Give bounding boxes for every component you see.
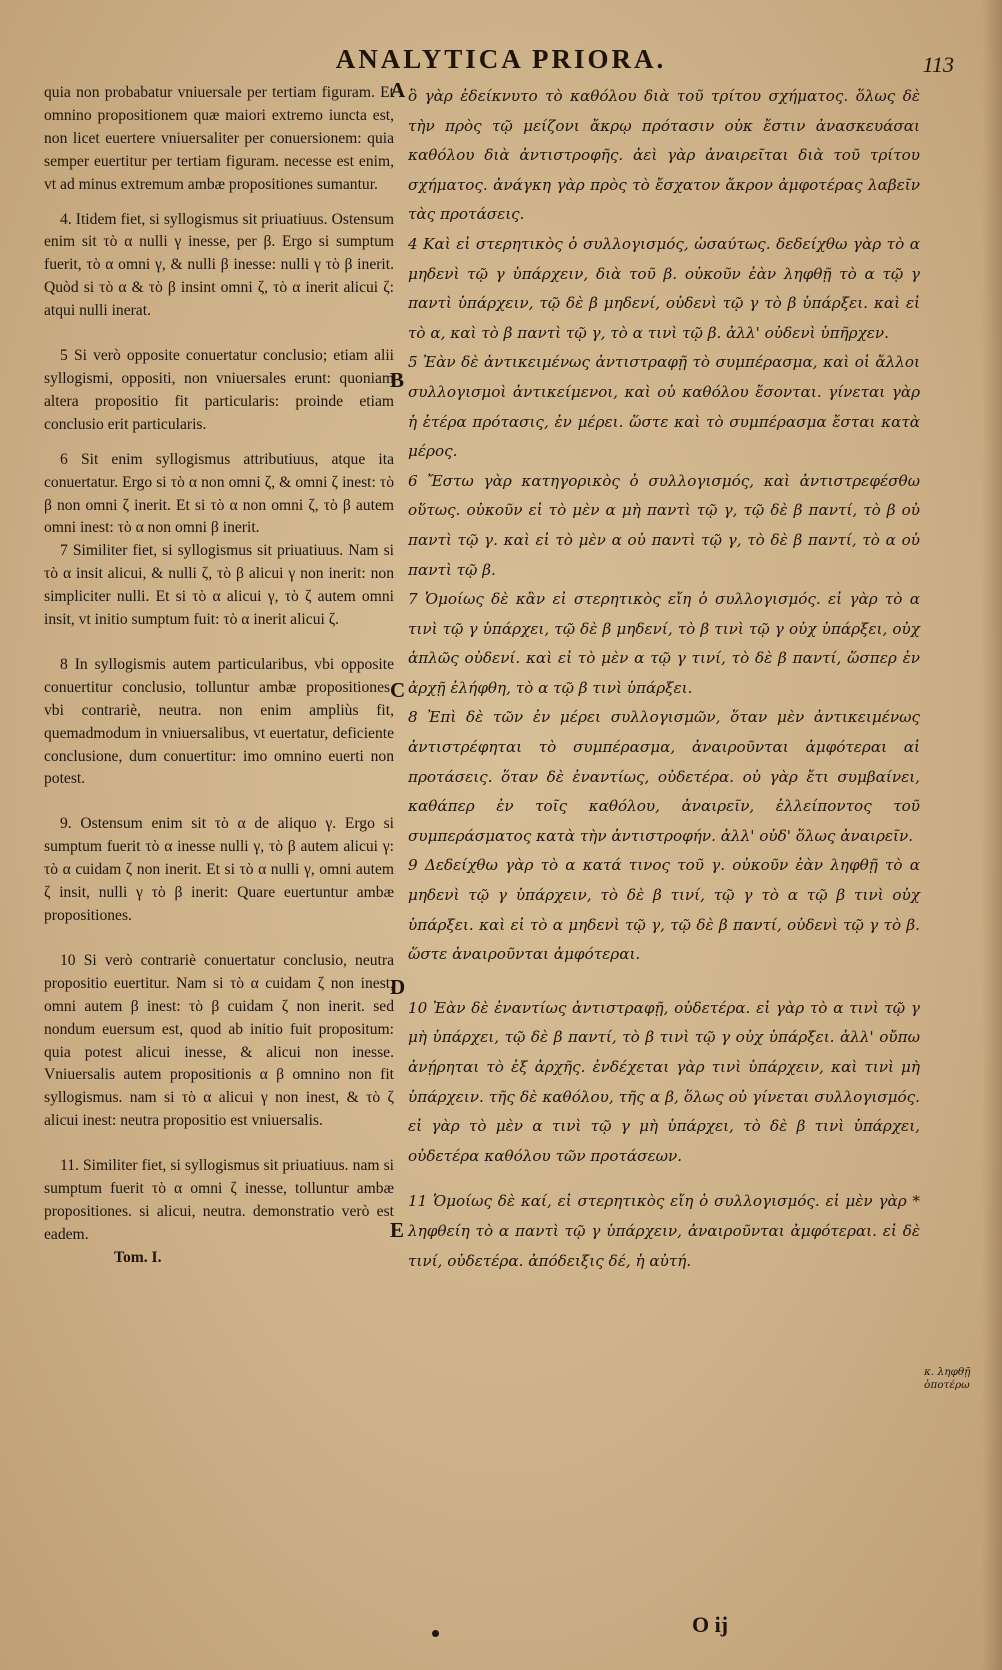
latin-paragraph-11: 11. Similiter fiet, si syllogismus sit priuatiuus. nam si sumptum fuerit τὸ α omni ζ inesse, tolluntur ambæ propositiones. si alicui, neutra. demonstratio verò est eadem.	[44, 1157, 394, 1243]
greek-paragraph-4: 4 Καὶ εἰ στερητικὸς ὁ συλλογισμός, ὡσαύτως. δεδείχθω γὰρ τὸ α μηδενὶ τῷ γ ὑπάρχειν, διὰ τοῦ β. οὐκοῦν ἐὰν ληφθῇ τὸ α τῷ γ παντὶ ὑπάρχειν, τῷ δὲ β μηδενί, οὐδενὶ τῷ γ τὸ β ὑπάρξει. καὶ εἰ τὸ α, καὶ τὸ β παντὶ τῷ γ, τὸ α τινὶ τῷ β. ἀλλ' οὐδενὶ ὑπῆρχεν.	[408, 234, 920, 342]
page-gutter-shadow	[982, 0, 1002, 1670]
running-title: ANALYTICA PRIORA.	[335, 44, 667, 74]
latin-paragraph-9: 9. Ostensum enim sit τὸ α de aliquo γ. Ergo si sumptum fuerit τὸ α inesse nulli γ, τὸ β autem alicui γ: τὸ α cuidam ζ non inerit. Et si τὸ α nulli γ, omni autem ζ insit, nulli γ τὸ β inerit: Quare euertuntur ambæ propositiones.	[44, 815, 394, 924]
greek-paragraph-5: 5 Ἐὰν δὲ ἀντικειμένως ἀντιστραφῇ τὸ συμπέρασμα, καὶ οἱ ἄλλοι συλλογισμοὶ ἀντικείμενοι, καὶ οὐ καθόλου ἔσονται. γίνεται γὰρ ἡ ἑτέρα πρότασις, ἐν μέρει. ὥστε καὶ τὸ συμπέρασμα ἔσται κατὰ μέρος.	[408, 353, 920, 461]
greek-column	[408, 82, 920, 1276]
latin-paragraph-5: 5 Si verò opposite conuertatur conclusio; etiam alii syllogismi, oppositi, non vniuersales erunt: quoniam altera propositio fit particularis: proinde etiam conclusio erit particularis.	[44, 347, 394, 433]
margin-letter-b: B	[390, 368, 405, 392]
latin-column	[44, 82, 394, 1270]
margin-letter-c: C	[390, 678, 406, 702]
latin-paragraph-6: 6 Sit enim syllogismus attributiuus, atque ita conuertatur. Ergo si τὸ α non omni ζ, & omni ζ inest: τὸ β non omni ζ inerit. Et si τὸ α non omni ζ, τὸ β autem omni inest: τὸ α non omni β inerit.	[44, 450, 394, 537]
volume-label: Tom. I.	[114, 1248, 162, 1266]
signature-mark: O ij	[692, 1612, 729, 1637]
greek-paragraph-11: 11 Ὁμοίως δὲ καί, εἰ στερητικὸς εἴη ὁ συλλογισμός. εἰ μὲν γὰρ * ληφθείη τὸ α παντὶ τῷ γ ὑπάρχειν, ἀναιροῦνται ἀμφότεραι. εἰ δὲ τινί, οὐδετέρα. ἀπόδειξις δέ, ἡ αὐτή.	[408, 1192, 920, 1270]
latin-paragraph-8: 8 In syllogismis autem particularibus, vbi opposite conuertitur conclusio, tolluntur ambæ propositiones. vbi contrariè, neutra. non enim ampliùs fit, quemadmodum in vniuersalibus, vt euertatur, deficiente conclusione, dum conuertitur: imo omnino euerti non potest.	[44, 655, 394, 788]
margin-letter-e: E	[390, 1218, 405, 1242]
latin-paragraph-4: 4. Itidem fiet, si syllogismus sit priuatiuus. Ostensum enim sit τὸ α nulli γ inesse, per β. Ergo si sumptum fuerit, τὸ α omni γ, & nulli β inesse: nulli γ τὸ β inerit. Quòd si τὸ α & τὸ β insint omni ζ, τὸ α inerit alicui ζ: atqui nulli inerat.	[44, 210, 394, 320]
page-number: 113	[922, 52, 954, 77]
greek-paragraph-8: 8 Ἐπὶ δὲ τῶν ἐν μέρει συλλογισμῶν, ὅταν μὲν ἀντικειμένως ἀντιστρέφηται τὸ συμπέρασμα, ἀναιροῦνται ἀμφότεραι αἱ προτάσεις. ὅταν δὲ ἐναντίως, οὐδετέρα. οὐ γὰρ ἔτι συμβαίνει, καθάπερ ἐν τοῖς καθόλου, ἀναιρεῖν, ἐλλείποντος τοῦ συμπεράσματος κατὰ τὴν ἀντιστροφήν. ἀλλ' οὐδ' ὅλως ἀναιρεῖν.	[408, 708, 920, 845]
margin-letter-d: D	[390, 975, 406, 999]
latin-paragraph-continued: quia non probabatur vniuersale per tertiam figuram. Et omnino propositionem quæ maiori extremo iuncta est, non licet euertere vniuersaliter per conuersionem: quia semper euertitur per tertiam figuram. necesse est enim, vt ad minus extremum ambæ propositiones sumantur.	[44, 84, 394, 193]
greek-paragraph-continued: ὃ γὰρ ἐδείκνυτο τὸ καθόλου διὰ τοῦ τρίτου σχήματος. ὅλως δὲ τὴν πρὸς τῷ μείζονι ἄκρῳ πρότασιν οὐκ ἔστιν ἀνασκευάσαι καθόλου διὰ ἀντιστροφῆς. ἀεὶ γὰρ ἀναιρεῖται διὰ τοῦ τρίτου σχήματος. ἀνάγκη γὰρ πρὸς τὸ ἔσχατον ἄκρον ἀμφοτέρας λαβεῖν τὰς προτάσεις.	[408, 87, 920, 224]
latin-paragraph-10: 10 Si verò contrariè conuertatur conclusio, neutra propositio euertitur. Nam si τὸ α cuidam ζ non inest, omni autem β inest: τὸ β cuidam ζ non inerit. sed nondum euersum est, quod ab initio fuit propositum: quia potest alicui inesse, & alicui non inesse. Vniuersalis autem propositionis α β omnino non fit syllogismus. nam si τὸ α alicui γ non inest, & τὸ ζ alicui inest: neutra propositio est vniuersalis.	[44, 951, 394, 1130]
greek-paragraph-6: 6 Ἔστω γὰρ κατηγορικὸς ὁ συλλογισμός, καὶ ἀντιστρεφέσθω οὕτως. οὐκοῦν εἰ τὸ μὲν α μὴ παντὶ τῷ γ, τῷ δὲ β παντί, τὸ β οὐ παντὶ τῷ γ. καὶ εἰ τὸ μὲν α οὐ παντὶ τῷ γ, τὸ δὲ β παντί, τὸ α οὐ παντὶ τῷ β.	[408, 471, 920, 579]
greek-paragraph-9: 9 Δεδείχθω γὰρ τὸ α κατά τινος τοῦ γ. οὐκοῦν ἐὰν ληφθῇ τὸ α μηδενὶ τῷ γ ὑπάρχειν, τὸ δὲ β τινί, τῷ γ τὸ α τῷ β τινὶ οὐχ ὑπάρξει. καὶ εἰ τὸ α μηδενὶ τῷ γ, τῷ δὲ β παντί, οὐδενὶ τῷ γ τὸ β. ὥστε ἀναιροῦνται ἀμφότεραι.	[408, 856, 920, 964]
ink-dot	[432, 1630, 439, 1637]
margin-letter-a: A	[390, 78, 406, 102]
latin-paragraph-7: 7 Similiter fiet, si syllogismus sit priuatiuus. Nam si τὸ α insit alicui, & nulli ζ, τὸ β alicui γ non inerit: non simpliciter nulli. Et si τὸ α alicui γ, τὸ ζ autem omni insit, vt initio sumptum fuit: τὸ α inerit alicui ζ.	[44, 542, 394, 629]
greek-paragraph-10: 10 Ἐὰν δὲ ἐναντίως ἀντιστραφῇ, οὐδετέρα. εἰ γὰρ τὸ α τινὶ τῷ γ μὴ ὑπάρχει, τῷ δὲ β παντί, τὸ β τινὶ τῷ γ οὐχ ὑπάρξει. ἀλλ' οὔπω ἀνῄρηται τὸ ἐξ ἀρχῆς. ἐνδέχεται γὰρ τινὶ ὑπάρχειν, καὶ τινὶ μὴ ὑπάρχειν. τῆς δὲ καθόλου, τῆς α β, ὅλως οὐ γίνεται συλλογισμός. εἰ γὰρ τὸ μὲν α τινὶ τῷ γ μὴ ὑπάρχει, τὸ δὲ β τινὶ ὑπάρχει, οὐδετέρα καθόλου τῶν προτάσεων.	[408, 998, 920, 1165]
marginal-variant-note: κ. ληφθῇ ὁποτέρω	[924, 1366, 971, 1391]
greek-paragraph-7: 7 Ὁμοίως δὲ κἂν εἰ στερητικὸς εἴη ὁ συλλογισμός. εἰ γὰρ τὸ α τινὶ τῷ γ ὑπάρχει, τῷ δὲ β μηδενί, τὸ β τινὶ τῷ γ οὐχ ὑπάρξει, οὐχ ἁπλῶς οὐδενί. καὶ εἰ τὸ μὲν α τῷ γ τινί, τὸ δὲ β παντί, ὥσπερ ἐν ἀρχῇ ἐλήφθη, τὸ α τῷ β τινὶ ὑπάρξει.	[408, 590, 920, 697]
